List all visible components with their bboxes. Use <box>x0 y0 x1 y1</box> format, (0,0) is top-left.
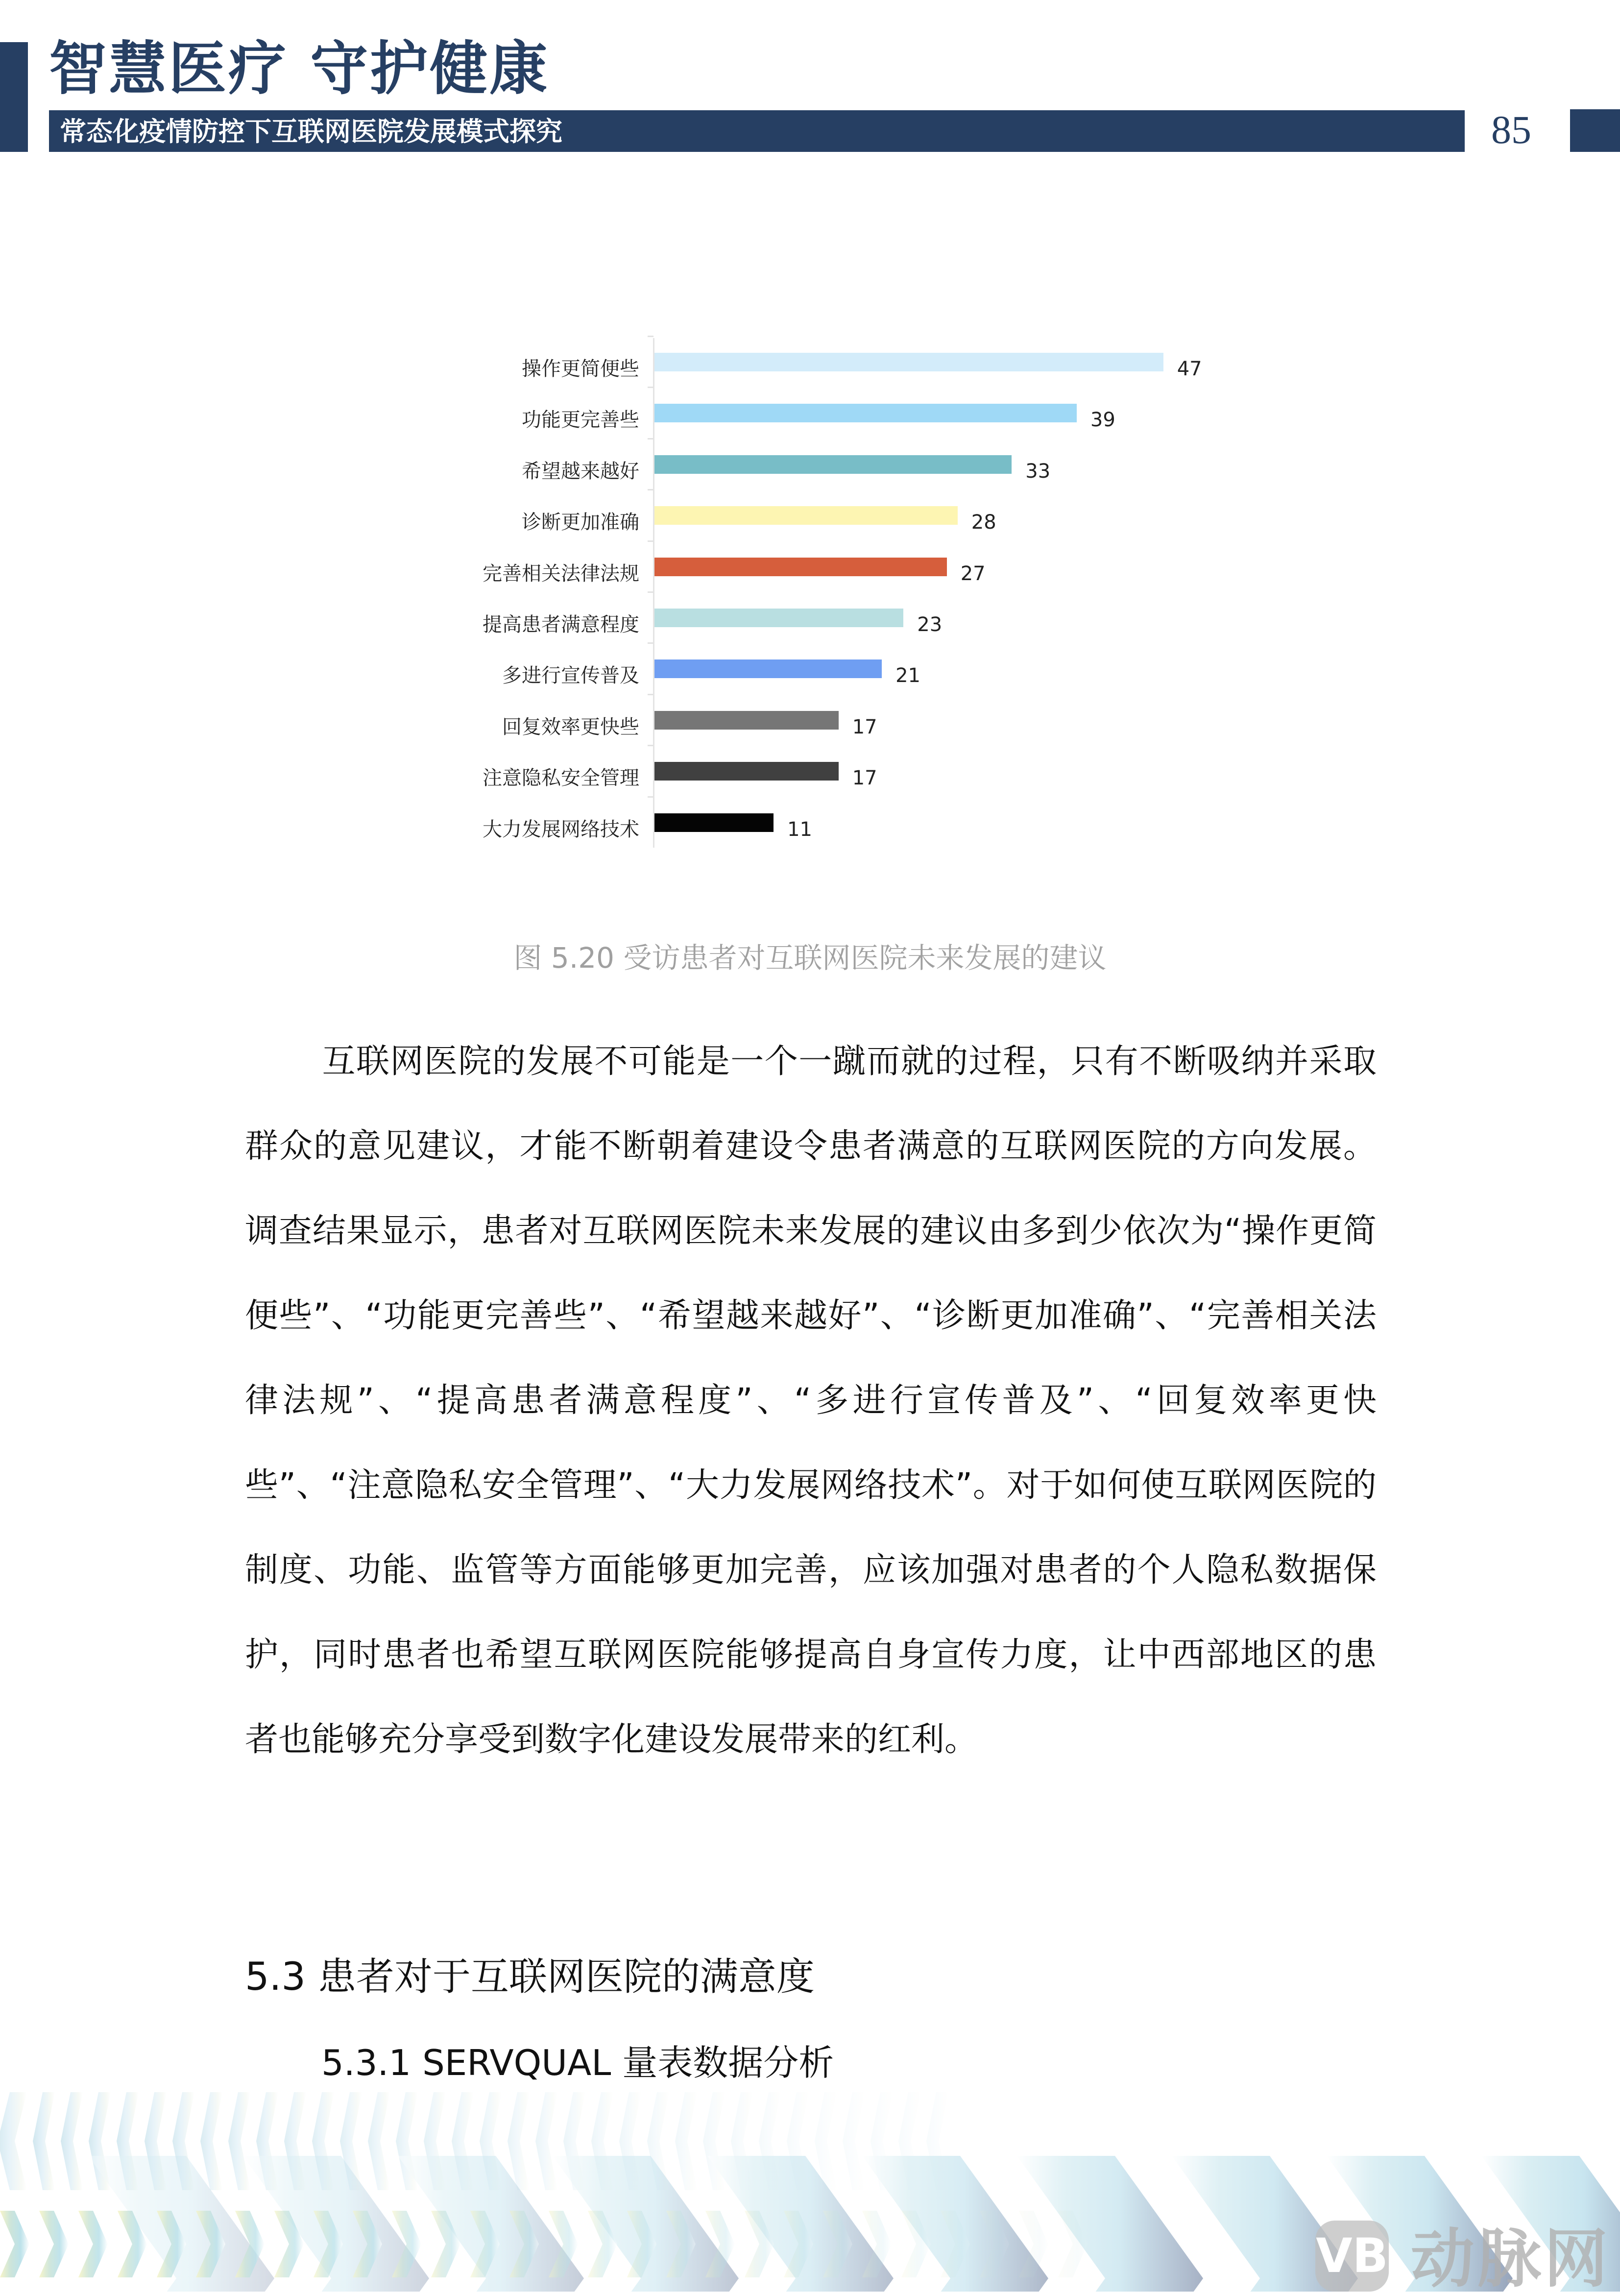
watermark-logo-icon: VB <box>1315 2221 1389 2292</box>
axis-tick <box>648 796 653 798</box>
value-label: 33 <box>1025 460 1051 483</box>
chart-row <box>0 499 1620 550</box>
watermark <box>1298 2205 1620 2296</box>
running-header-subtitle: 常态化疫情防控下互联网医院发展模式探究 <box>60 116 562 147</box>
value-label: 17 <box>852 715 877 738</box>
value-label: 27 <box>960 562 986 585</box>
category-label: 希望越来越好 <box>522 460 639 483</box>
category-label: 功能更完善些 <box>522 409 639 432</box>
category-label: 完善相关法律法规 <box>483 562 639 585</box>
bar <box>654 711 839 730</box>
value-label: 39 <box>1090 409 1115 432</box>
chart-row <box>0 652 1620 703</box>
bar <box>654 404 1077 422</box>
body-paragraph <box>245 1019 1377 1782</box>
body-paragraph-text: 互联网医院的发展不可能是一个一蹴而就的过程，只有不断吸纳并采取群众的意见建议，才能不断朝着建设令患者满意的互联网医院的方向发展。调查结果显示，患者对互联网医院未来发展的建议由多到少依次为“操作更简便些”、“功能更完善些”、“希望越来越好”、“诊断更加准确”、“完善相关法律法规”、“提高患者满意程度”、“多进行宣传普及”、“回复效率更快些”、“注意隐私安全管理”、“大力发展网络技术”。对于如何使互联网医院的制度、功能、监管等方面能够更加完善，应该加强对患者的个人隐私数据保护，同时患者也希望互联网医院能够提高自身宣传力度，让中西部地区的患者也能够充分享受到数字化建设发展带来的红利。 <box>245 1042 1377 1759</box>
value-label: 17 <box>852 767 877 790</box>
axis-tick <box>648 336 653 337</box>
chart-row <box>0 806 1620 857</box>
bar <box>654 506 958 525</box>
axis-tick <box>648 438 653 440</box>
bar <box>654 659 882 678</box>
value-label: 47 <box>1177 358 1202 380</box>
axis-tick <box>648 387 653 388</box>
axis-tick <box>648 694 653 695</box>
axis-tick <box>648 489 653 490</box>
bar-chart <box>0 0 1620 882</box>
bar <box>654 609 903 627</box>
value-label: 21 <box>895 664 920 687</box>
category-label: 操作更简便些 <box>522 358 639 380</box>
category-label: 提高患者满意程度 <box>483 613 639 636</box>
running-header-title: 智慧医疗 守护健康 <box>49 34 550 102</box>
bar <box>654 455 1012 474</box>
chart-row <box>0 704 1620 755</box>
axis-tick <box>648 591 653 593</box>
section-heading: 5.3 患者对于互联网医院的满意度 <box>245 1955 815 1999</box>
value-label: 23 <box>917 613 943 636</box>
page-number: 85 <box>1491 107 1531 152</box>
bar <box>654 353 1163 371</box>
chart-row <box>0 345 1620 396</box>
category-label: 回复效率更快些 <box>502 715 639 738</box>
watermark-text: 动脉网 <box>1411 2222 1611 2296</box>
chart-row <box>0 755 1620 806</box>
bar <box>654 558 947 576</box>
axis-tick <box>648 540 653 542</box>
subsection-heading: 5.3.1 SERVQUAL 量表数据分析 <box>321 2042 834 2083</box>
value-label: 11 <box>787 818 812 841</box>
category-label: 注意隐私安全管理 <box>483 767 639 790</box>
chart-row <box>0 396 1620 447</box>
axis-tick <box>648 642 653 644</box>
bar <box>654 762 839 781</box>
value-label: 28 <box>971 511 996 534</box>
chart-row <box>0 601 1620 652</box>
axis-tick <box>648 745 653 746</box>
chart-row <box>0 550 1620 601</box>
chart-row <box>0 448 1620 499</box>
category-label: 诊断更加准确 <box>522 511 639 534</box>
figure-caption: 图 5.20 受访患者对互联网医院未来发展的建议 <box>513 941 1107 975</box>
category-label: 多进行宣传普及 <box>502 664 639 687</box>
category-label: 大力发展网络技术 <box>483 818 639 841</box>
bar <box>654 813 774 832</box>
